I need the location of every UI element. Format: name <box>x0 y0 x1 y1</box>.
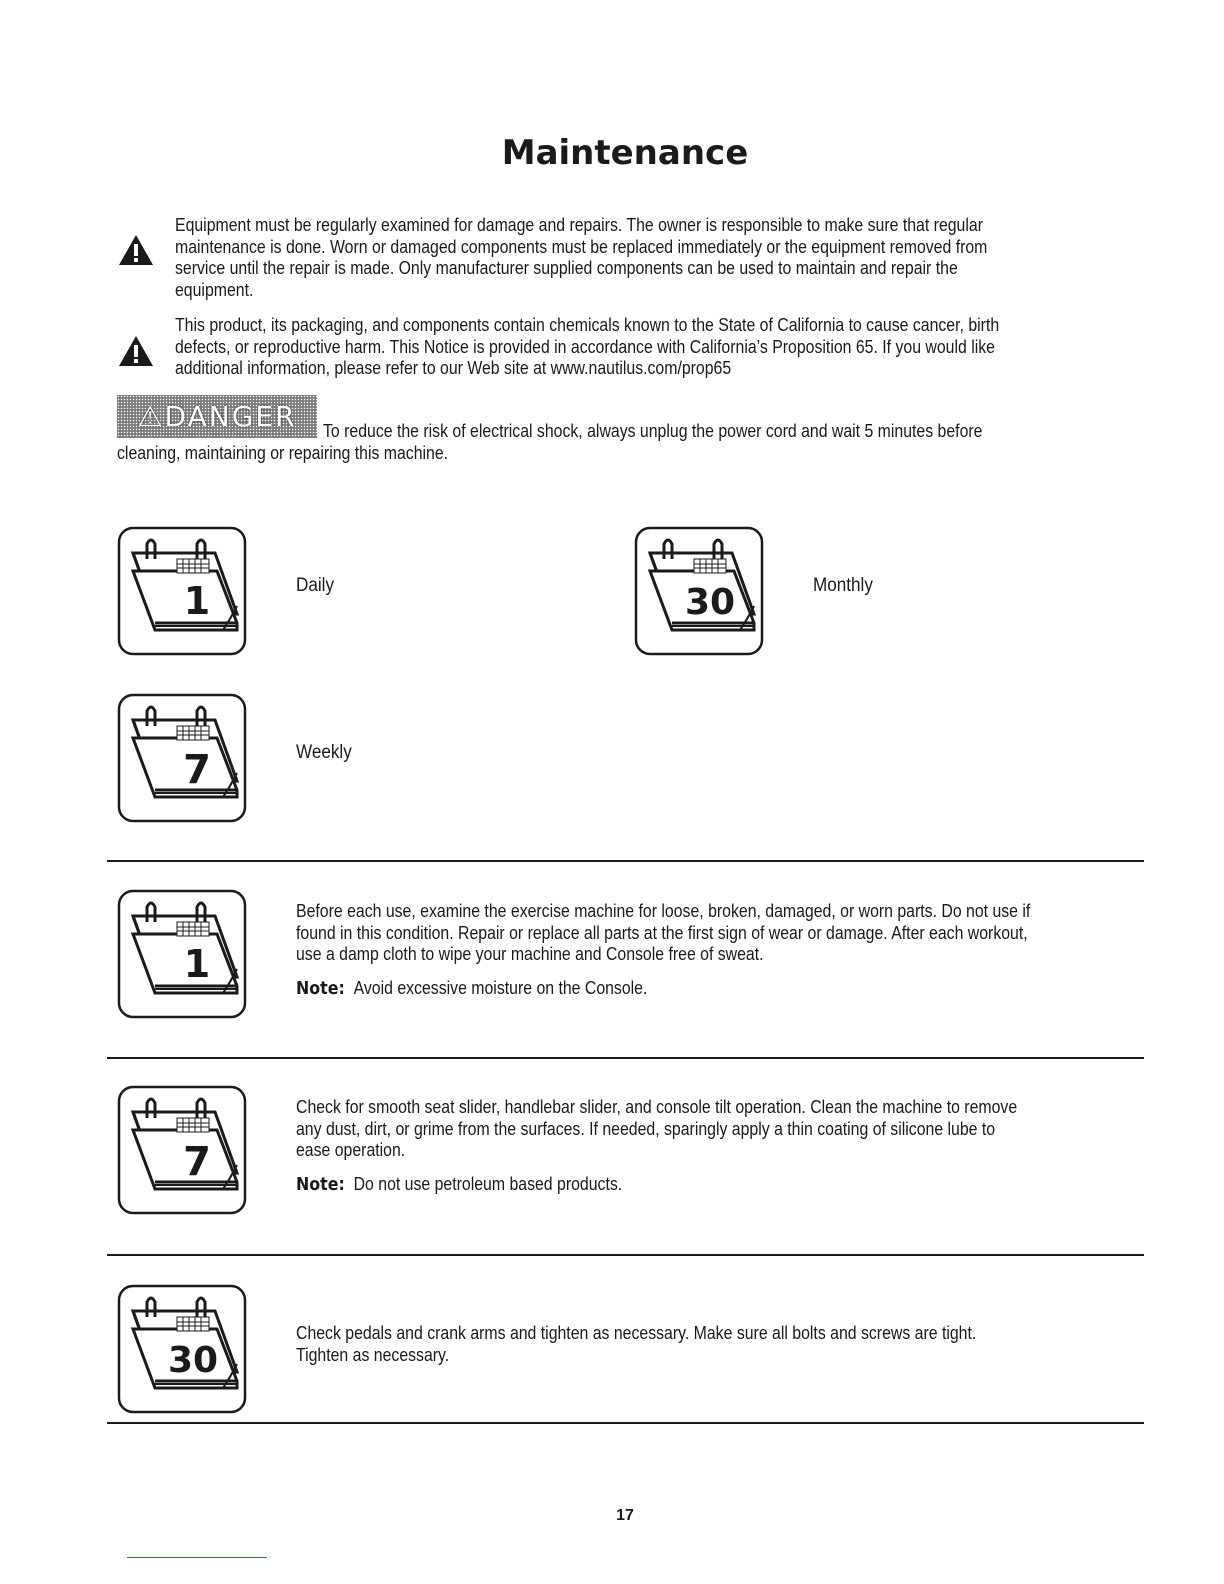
legend-weekly-label: Weekly <box>296 742 352 763</box>
danger-text-line2: cleaning, maintaining or repairing this machine. <box>117 443 449 463</box>
svg-text:7: 7 <box>183 747 211 793</box>
daily-note: Note: Avoid excessive moisture on the Console. <box>296 978 648 999</box>
weekly-instructions: Check for smooth seat slider, handlebar slider, and console tilt operation. Clean the machine to remove any dust, dirt, or grime from the surfaces. If needed, sparingly apply a thin coating of silicone lube to ease operation. <box>296 1097 1018 1160</box>
svg-text:1: 1 <box>183 942 211 986</box>
legend-monthly-label: Monthly <box>813 575 873 596</box>
calendar-weekly-icon <box>117 1085 247 1215</box>
calendar-monthly-icon <box>634 526 764 656</box>
svg-text:30: 30 <box>167 1340 219 1381</box>
weekly-note: Note: Do not use petroleum based products. <box>296 1174 623 1195</box>
divider <box>107 1057 1144 1059</box>
danger-badge: ⚠ DANGER <box>117 395 317 438</box>
svg-text:1: 1 <box>183 579 211 623</box>
divider <box>107 860 1144 862</box>
monthly-instructions: Check pedals and crank arms and tighten as necessary. Make sure all bolts and screws are tight. Tighten as necessary. <box>296 1323 977 1365</box>
calendar-daily-icon <box>117 526 247 656</box>
warning-equipment-text: Equipment must be regularly examined for damage and repairs. The owner is responsible to make sure that regular maintenance is done. Worn or damaged components must be replaced immediately or the equipment removed from service until the repair is made. Only manufacturer supplied components can be used to maintain and repair the equipment. <box>175 215 988 300</box>
page-title: Maintenance <box>501 133 749 173</box>
page-number: 17 <box>616 1507 634 1524</box>
divider <box>107 1254 1144 1256</box>
calendar-monthly-icon <box>117 1284 247 1414</box>
divider <box>107 1422 1144 1424</box>
svg-text:30: 30 <box>684 582 736 623</box>
danger-triangle-icon: ⚠ <box>137 400 165 433</box>
warning-triangle-icon <box>118 335 154 367</box>
svg-text:7: 7 <box>183 1139 211 1185</box>
warning-prop65-text: This product, its packaging, and components contain chemicals known to the State of California to cause cancer, birth defects, or reproductive harm. This Notice is provided in accordance with California’s Proposition 65. If you would like additional information, please refer to our Web site at www.nautilus.com/prop65 <box>175 315 1000 378</box>
warning-triangle-icon <box>118 234 154 266</box>
danger-text-line1: To reduce the risk of electrical shock, always unplug the power cord and wait 5 minutes before <box>323 421 983 441</box>
footer-line <box>127 1557 267 1558</box>
calendar-weekly-icon <box>117 693 247 823</box>
legend-daily-label: Daily <box>296 575 335 596</box>
calendar-daily-icon <box>117 889 247 1019</box>
daily-instructions: Before each use, examine the exercise machine for loose, broken, damaged, or worn parts. Do not use if found in this condition. Repair or replace all parts at the first sign of wear or damage. After each workout, use a damp cloth to wipe your machine and Console free of sweat. <box>296 901 1031 964</box>
